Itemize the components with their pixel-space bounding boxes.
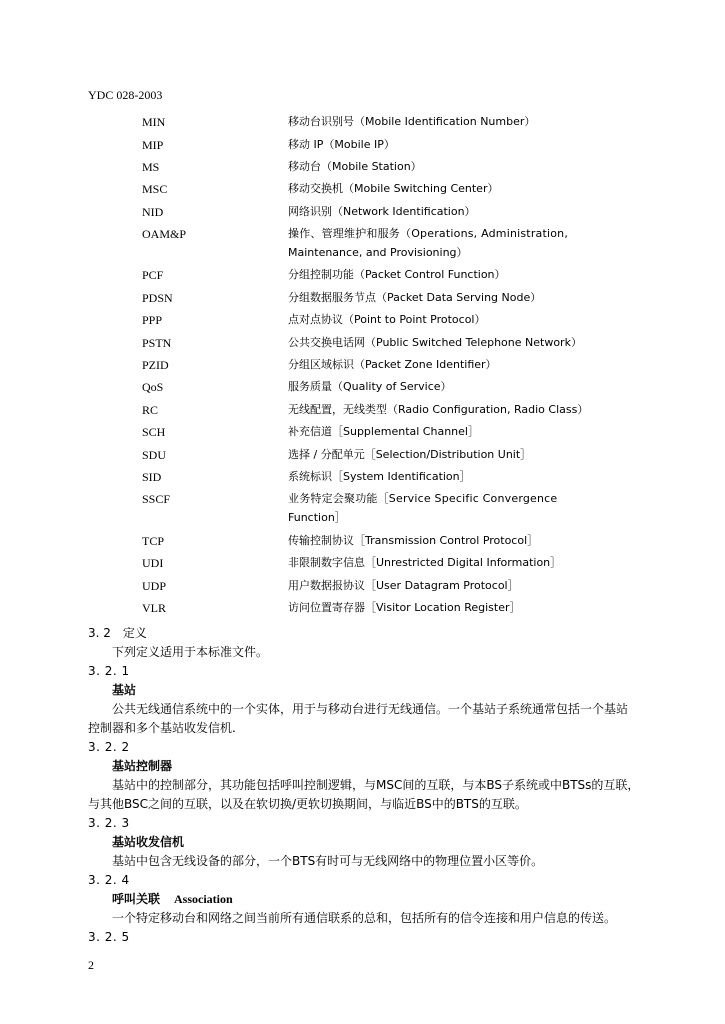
abbreviation-definition: 访问位置寄存器［Visitor Location Register］ <box>288 601 521 614</box>
entry-number: 3. 2. 5 <box>88 930 130 944</box>
abbreviation-term: NID <box>142 205 164 219</box>
abbreviation-term: MIP <box>142 138 164 152</box>
abbreviation-term: SCH <box>142 425 166 439</box>
abbreviation-term: QoS <box>142 380 164 394</box>
entry-text-line: 与其他BSC之间的互联，以及在软切换/更软切换期间，与临近BS中的BTS的互联。 <box>88 797 527 811</box>
entry-term-english: Association <box>174 892 233 906</box>
entry-term: 基站 <box>112 683 137 697</box>
definition-entries <box>88 662 660 947</box>
definitions-section <box>88 624 660 947</box>
abbreviation-term: PDSN <box>142 291 173 305</box>
entry-term-line <box>88 833 660 852</box>
abbreviation-definition: 分组数据服务节点（Packet Data Serving Node） <box>288 291 542 304</box>
abbreviation-term: SID <box>142 470 162 484</box>
entry-number: 3. 2. 1 <box>88 664 130 678</box>
entry-term-line <box>88 757 660 776</box>
entry-term: 呼叫关联 <box>112 892 161 906</box>
abbreviation-term: MSC <box>142 182 168 196</box>
document-id-header: YDC 028-2003 <box>88 88 163 102</box>
abbreviation-term: UDP <box>142 579 167 593</box>
entry-number: 3. 2. 4 <box>88 873 130 887</box>
abbreviation-definition: 选择 / 分配单元［Selection/Distribution Unit］ <box>288 448 532 461</box>
entry-text-line: 基站中包含无线设备的部分，一个BTS有时可与无线网络中的物理位置小区等价。 <box>112 854 544 868</box>
abbreviation-definition: 操作、管理维护和服务（Operations, Administration, <box>288 227 569 240</box>
abbreviation-definition: 移动 IP（Mobile IP） <box>288 138 395 151</box>
abbreviation-term: PSTN <box>142 336 172 350</box>
entry-text-line: 公共无线通信系统中的一个实体，用于与移动台进行无线通信。一个基站子系统通常包括一个基站 <box>112 702 629 716</box>
abbreviation-definition: 用户数据报协议［User Datagram Protocol］ <box>288 579 519 592</box>
abbreviation-definition: 业务特定会聚功能［Service Specific Convergence <box>288 492 558 505</box>
page-number: 2 <box>88 958 94 972</box>
abbreviation-term: UDI <box>142 556 164 570</box>
entry-text-line: 基站中的控制部分，其功能包括呼叫控制逻辑，与MSC间的互联，与本BS子系统或中BTSs的互联， <box>112 778 640 792</box>
abbreviation-definition: 分组控制功能（Packet Control Function） <box>288 268 506 281</box>
abbreviation-term: MIN <box>142 115 166 129</box>
entry-text-line: 控制器和多个基站收发信机. <box>88 721 236 735</box>
abbreviation-definition: 网络识别（Network Identification） <box>288 205 476 218</box>
abbreviation-definition: 分组区域标识（Packet Zone Identifier） <box>288 358 497 371</box>
abbreviation-definition: 无线配置，无线类型（Radio Configuration, Radio Class） <box>288 403 589 416</box>
entry-term-line <box>88 890 660 909</box>
abbreviation-definition: 移动台识别号（Mobile Identification Number） <box>288 115 536 128</box>
abbreviation-definition: 点对点协议（Point to Point Protocol） <box>288 313 486 326</box>
abbreviation-term: PZID <box>142 358 169 372</box>
abbreviation-definition: 传输控制协议［Transmission Control Protocol］ <box>288 534 539 547</box>
entry-text-line: 一个特定移动台和网络之间当前所有通信联系的总和，包括所有的信令连接和用户信息的传送。 <box>112 911 617 925</box>
entry-number: 3. 2. 2 <box>88 740 130 754</box>
abbreviation-term: PPP <box>142 313 163 327</box>
entry-term-line <box>88 681 660 700</box>
abbreviation-term: SDU <box>142 448 167 462</box>
abbreviation-definition: Maintenance, and Provisioning） <box>288 246 468 259</box>
abbreviation-term: OAM&P <box>142 227 187 241</box>
abbreviation-definition: 非限制数字信息［Unrestricted Digital Information］ <box>288 556 562 569</box>
abbreviation-definition: 服务质量（Quality of Service） <box>288 380 452 393</box>
section-intro: 下列定义适用于本标准文件。 <box>112 645 269 659</box>
abbreviation-definition: Function］ <box>288 511 346 524</box>
abbreviation-definition: 补充信道［Supplemental Channel］ <box>288 425 479 438</box>
abbreviation-term: MS <box>142 160 160 174</box>
abbreviation-term: SSCF <box>142 492 171 506</box>
abbreviation-term: PCF <box>142 268 164 282</box>
entry-number: 3. 2. 3 <box>88 816 130 830</box>
abbreviation-definition: 移动台（Mobile Station） <box>288 160 422 173</box>
entry-term: 基站控制器 <box>112 759 173 773</box>
abbreviation-definition: 系统标识［System Identification］ <box>288 470 471 483</box>
entry-term: 基站收发信机 <box>112 835 185 849</box>
section-heading: 3. 2 定义 <box>88 626 147 640</box>
abbreviation-term: VLR <box>142 601 166 615</box>
abbreviation-definition: 公共交换电话网（Public Switched Telephone Network） <box>288 336 582 349</box>
abbreviation-term: TCP <box>142 534 165 548</box>
abbreviation-term: RC <box>142 403 159 417</box>
abbreviation-definition: 移动交换机（Mobile Switching Center） <box>288 182 499 195</box>
